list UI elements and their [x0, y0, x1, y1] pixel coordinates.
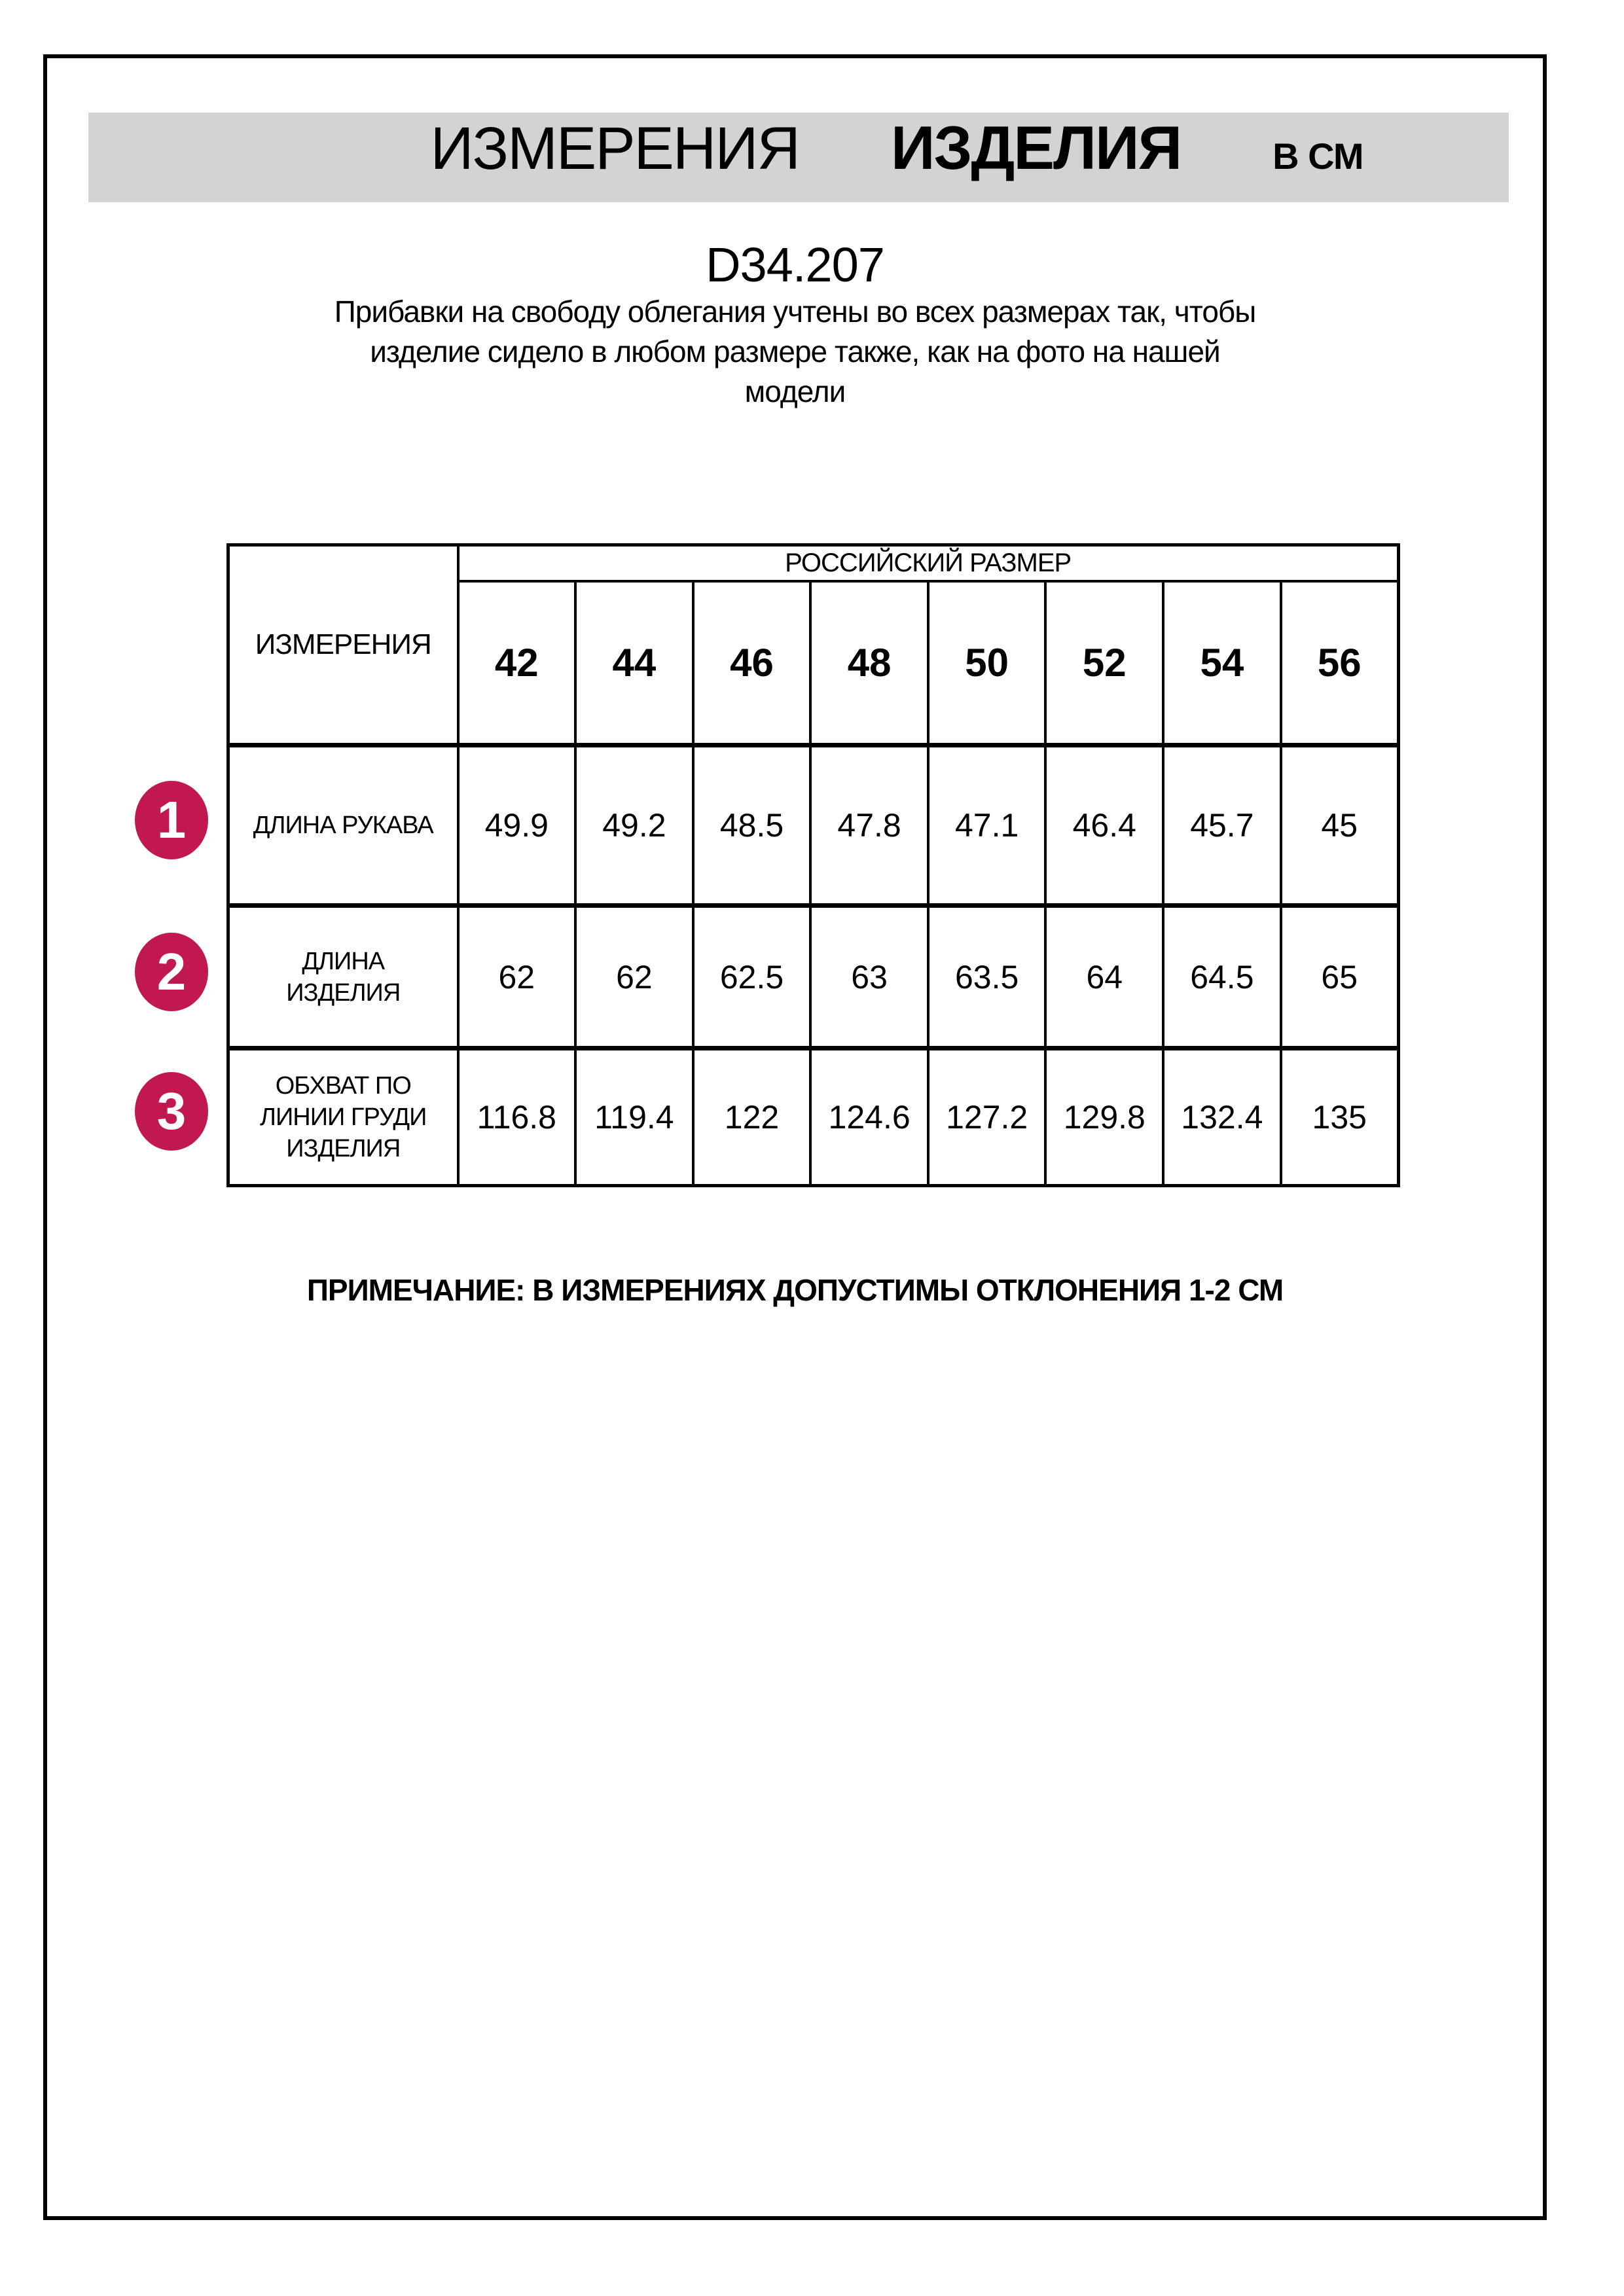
badge-number: 1: [156, 791, 187, 849]
value-cell: 129.8: [1045, 1049, 1163, 1186]
size-header: 48: [810, 581, 928, 745]
value-cell: 63.5: [928, 906, 1046, 1049]
size-header: 44: [575, 581, 693, 745]
value-cell: 122: [693, 1049, 811, 1186]
value-cell: 49.9: [458, 745, 576, 906]
page-title-units: В СМ: [1272, 135, 1363, 177]
table-row-item-length: [228, 906, 1399, 1049]
badge-number: 3: [156, 1082, 187, 1140]
value-cell: 45.7: [1163, 745, 1281, 906]
intro-line: Прибавки на свободу облегания учтены во всех размерах так, чтобы: [334, 295, 1256, 329]
badge-number: 2: [156, 942, 187, 1001]
value-cell: 46.4: [1045, 745, 1163, 906]
row-label: [228, 906, 458, 1049]
value-cell: 62.5: [693, 906, 811, 1049]
measure-column-header: ИЗМЕРЕНИЯ: [228, 545, 458, 745]
intro-line: изделие сидело в любом размере также, как на фото на нашей: [370, 334, 1220, 368]
row-label-line: ИЗДЕЛИЯ: [286, 1135, 401, 1162]
row-number-badge-2: [135, 933, 208, 1011]
row-label-line: ДЛИНА: [302, 947, 385, 975]
tolerance-note: ПРИМЕЧАНИЕ: В ИЗМЕРЕНИЯХ ДОПУСТИМЫ ОТКЛОНЕНИЯ 1-2 СМ: [306, 1273, 1284, 1307]
row-label-line: ЛИНИИ ГРУДИ: [260, 1103, 427, 1131]
size-header: 54: [1163, 581, 1281, 745]
value-cell: 47.8: [810, 745, 928, 906]
value-cell: 62: [458, 906, 576, 1049]
intro-paragraph: [47, 292, 1543, 412]
value-cell: 127.2: [928, 1049, 1046, 1186]
table-row-span-header: [228, 545, 1399, 581]
value-cell: 64: [1045, 906, 1163, 1049]
value-cell: 135: [1281, 1049, 1399, 1186]
value-cell: 45: [1281, 745, 1399, 906]
table-row-sleeve-length: [228, 745, 1399, 906]
value-cell: 49.2: [575, 745, 693, 906]
value-cell: 124.6: [810, 1049, 928, 1186]
intro-line: модели: [744, 374, 846, 408]
page-title-product: ИЗДЕЛИЯ: [890, 113, 1182, 182]
page-border-frame: [43, 54, 1547, 2220]
russian-size-header: РОССИЙСКИЙ РАЗМЕР: [458, 545, 1399, 581]
value-cell: 65: [1281, 906, 1399, 1049]
value-cell: 132.4: [1163, 1049, 1281, 1186]
size-header: 50: [928, 581, 1046, 745]
size-table: [226, 543, 1400, 1187]
row-label-line: ДЛИНА РУКАВА: [253, 812, 433, 839]
value-cell: 119.4: [575, 1049, 693, 1186]
value-cell: 116.8: [458, 1049, 576, 1186]
size-header: 52: [1045, 581, 1163, 745]
title-band: [88, 113, 1509, 202]
value-cell: 62: [575, 906, 693, 1049]
value-cell: 48.5: [693, 745, 811, 906]
row-number-badge-3: [135, 1072, 208, 1151]
row-number-badge-1: [135, 781, 208, 859]
size-header: 56: [1281, 581, 1399, 745]
table-row-chest-girth: [228, 1049, 1399, 1186]
row-label: [228, 1049, 458, 1186]
row-label-line: ИЗДЕЛИЯ: [286, 978, 401, 1007]
value-cell: 47.1: [928, 745, 1046, 906]
product-code: D34.207: [706, 238, 884, 292]
row-label-line: ОБХВАТ ПО: [275, 1072, 411, 1100]
size-header: 42: [458, 581, 576, 745]
row-label: [228, 745, 458, 906]
size-header: 46: [693, 581, 811, 745]
page-title-measurements: ИЗМЕРЕНИЯ: [430, 115, 799, 182]
value-cell: 64.5: [1163, 906, 1281, 1049]
value-cell: 63: [810, 906, 928, 1049]
